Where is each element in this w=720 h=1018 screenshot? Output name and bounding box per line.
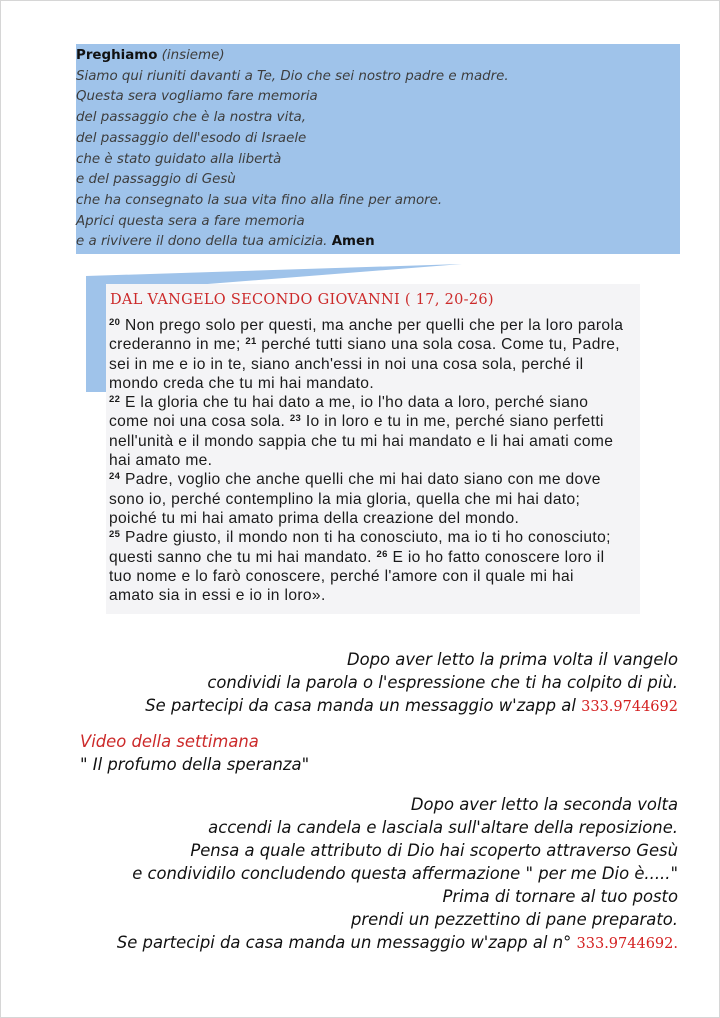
gospel-text (109, 316, 624, 605)
prayer-line: e del passaggio di Gesù (76, 172, 236, 188)
prayer-line: del passaggio che è la nostra vita, (76, 110, 307, 126)
instruction-line: Se partecipi da casa manda un messaggio w'zapp al (145, 696, 576, 715)
gospel-line: perché tutti siano una sola cosa. Come tu, Padre, (261, 336, 620, 354)
phone-number: 333.9744692 (581, 699, 678, 715)
verse-number: 23 (289, 413, 302, 425)
gospel-line: Padre giusto, il mondo non ti ha conosciuto, ma io ti ho conosciuto; (124, 529, 611, 547)
prayer-line: Questa sera vogliamo fare memoria (76, 89, 318, 105)
gospel-line: Padre, voglio che anche quelli che mi hai dato siano con me dove (124, 471, 601, 489)
prayer-line: che è stato guidato alla libertà (76, 151, 282, 167)
instruction-line-whatsapp (145, 694, 678, 719)
prayer-title-note: (insieme) (161, 48, 225, 63)
gospel-line: sei in me e io in te, siano anch'essi in noi una cosa sola, perché il (109, 355, 584, 373)
verse-number: 21 (245, 336, 257, 348)
instruction-line: Prima di tornare al tuo posto (442, 887, 678, 906)
instruction-line: e condividilo concludendo questa affermazione " per me Dio è....." (132, 864, 678, 883)
prayer-line: e a rivivere il dono della tua amicizia. (76, 234, 328, 250)
prayer-last-line (76, 232, 680, 253)
instruction-line: Dopo aver letto la prima volta il vangelo (346, 650, 678, 669)
instruction-line: Se partecipi da casa manda un messaggio w'zapp al n° (116, 933, 572, 952)
gospel-line: crederanno in me; (109, 336, 241, 354)
gospel-line: E la gloria che tu hai dato a me, io l'ho data a loro, perché siano (124, 394, 589, 412)
gospel-line: poiché tu mi hai amato prima della creazione del mondo. (109, 509, 520, 527)
phone-number: 333.9744692. (576, 936, 678, 952)
prayer-line: che ha consegnato la sua vita fino alla fine per amore. (76, 192, 443, 208)
video-title: Video della settimana (80, 732, 259, 751)
gospel-line: sono io, perché contemplino la mia gloria, quella che mi hai dato; (109, 490, 581, 508)
gospel-line: amato sia in essi e io in loro». (109, 587, 326, 605)
verse-number: 20 (109, 317, 121, 328)
instruction-line: Dopo aver letto la seconda volta (410, 795, 678, 814)
instruction-line: condividi la parola o l'espressione che ti ha colpito di più. (207, 673, 678, 692)
verse-number: 26 (376, 548, 388, 560)
verse-number: 24 (109, 471, 121, 483)
prayer-amen: Amen (331, 234, 375, 250)
gospel-line: E io ho fatto conoscere loro il (392, 548, 605, 566)
gospel-line: nell'unità e il mondo sappia che tu mi hai mandato e li hai amati come (109, 432, 614, 450)
gospel-line: come noi una cosa sola. (109, 413, 286, 431)
gospel-line: tuo nome e lo farò conoscere, perché l'amore con il quale mi hai (109, 567, 574, 585)
instruction-line-whatsapp (117, 931, 678, 956)
instructions-first-reading (145, 648, 678, 719)
instructions-second-reading (117, 793, 678, 956)
prayer-title: Preghiamo (76, 48, 158, 63)
gospel-title: DAL VANGELO SECONDO GIOVANNI ( 17, 20-26) (110, 292, 494, 308)
gospel-block (86, 264, 640, 616)
instruction-line: prendi un pezzettino di pane preparato. (350, 910, 678, 929)
prayer-box (76, 44, 680, 254)
prayer-line: Aprici questa sera a fare memoria (76, 213, 305, 229)
verse-number: 22 (109, 394, 121, 406)
gospel-line: Non prego solo per questi, ma anche per quelli che per la loro parola (124, 317, 624, 334)
gospel-line: hai amato me. (109, 452, 213, 470)
prayer-line: del passaggio dell'esodo di Israele (76, 130, 307, 146)
video-subtitle: " Il profumo della speranza" (80, 755, 310, 774)
instruction-line: accendi la candela e lasciala sull'altare della reposizione. (208, 818, 678, 837)
instruction-line: Pensa a quale attributo di Dio hai scoperto attraverso Gesù (190, 841, 678, 860)
gospel-line: mondo creda che tu mi hai mandato. (109, 374, 375, 392)
verse-number: 25 (109, 529, 121, 541)
prayer-line: Siamo qui riuniti davanti a Te, Dio che sei nostro padre e madre. (76, 68, 509, 84)
gospel-line: Io in loro e tu in me, perché siano perfetti (305, 413, 604, 431)
prayer-heading (76, 46, 680, 67)
gospel-line: questi sanno che tu mi hai mandato. (109, 548, 372, 566)
